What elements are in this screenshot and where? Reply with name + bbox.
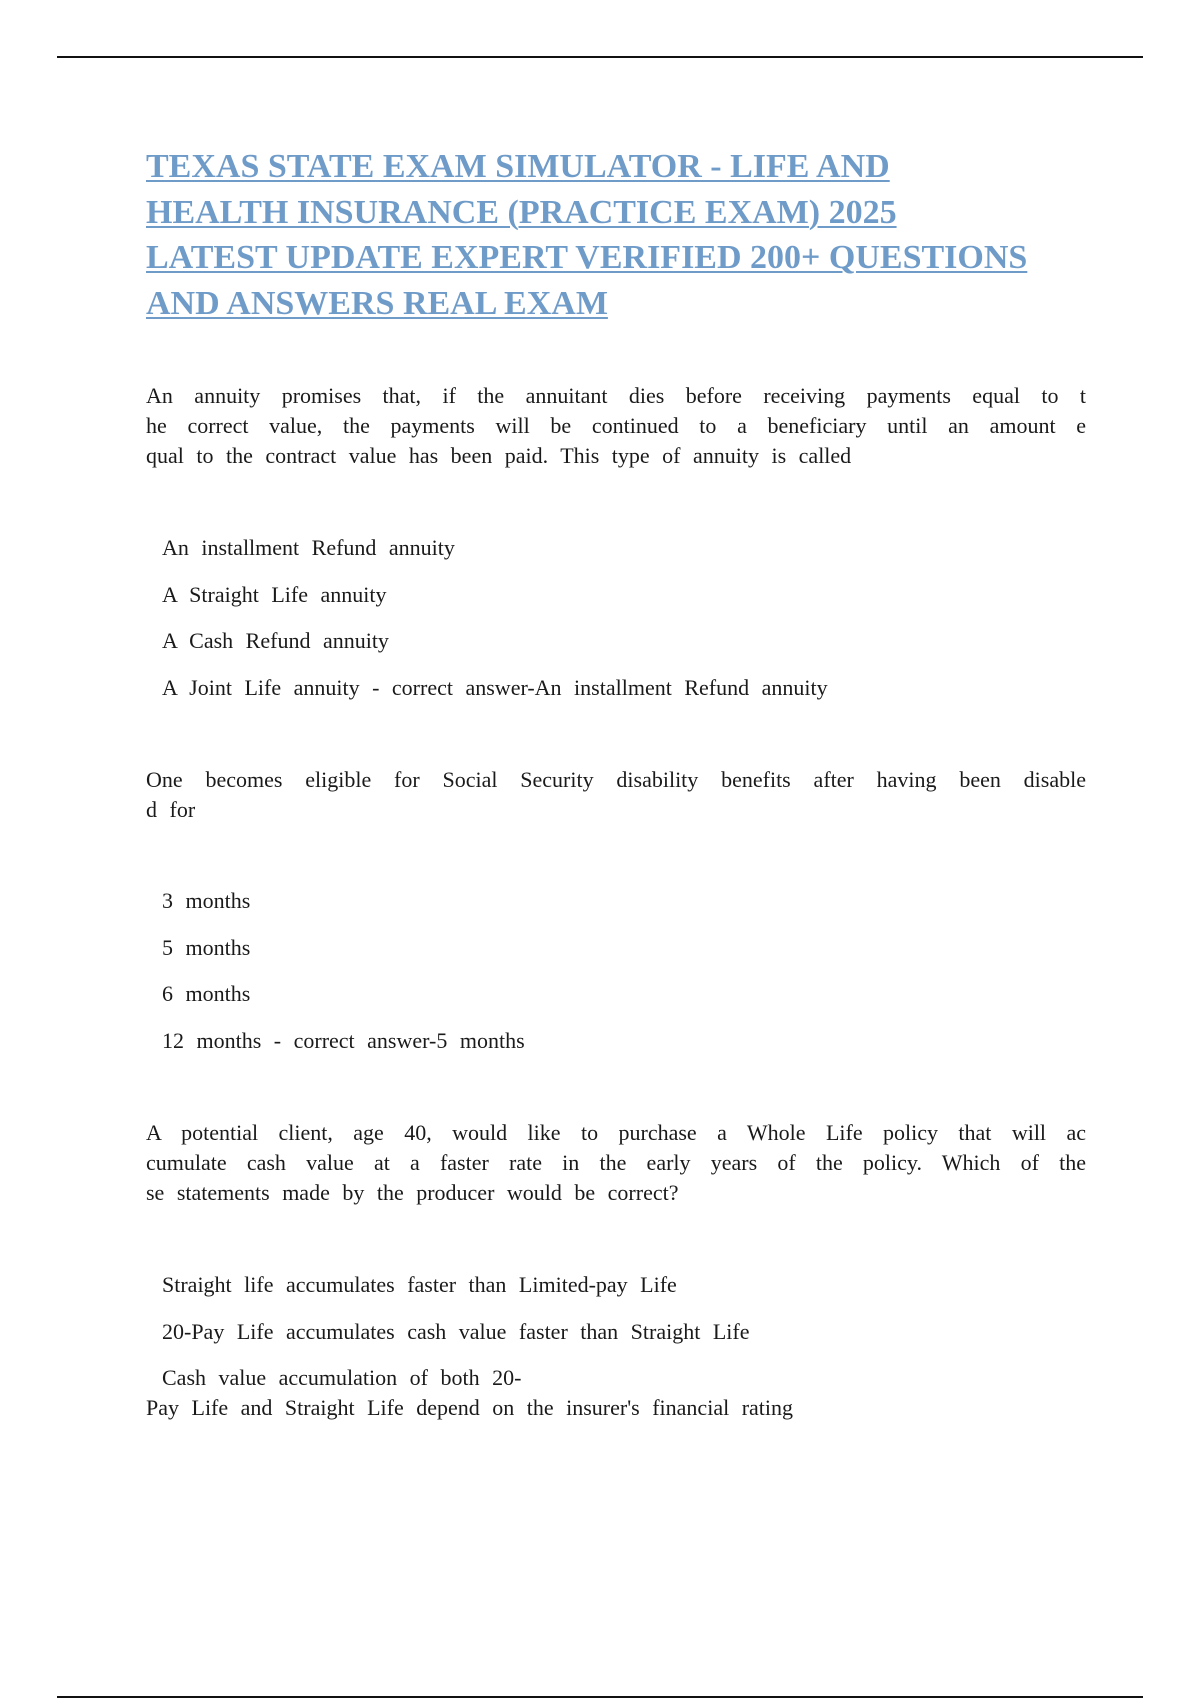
answer-option: 20-Pay Life accumulates cash value faster than Straight Life [162,1318,750,1344]
question-1-options [146,533,1086,719]
question-line: A potential client, age 40, would like to purchase a Whole Life policy that will ac [146,1120,1086,1145]
question-line: qual to the contract value has been paid. This type of annuity is called [146,443,852,468]
answer-option: 5 months [162,934,251,960]
answer-option-continuation: Pay Life and Straight Life depend on the insurer's financial rating [146,1395,794,1420]
footer-rule [57,1696,1143,1698]
answer-option-with-correct-answer: 12 months - correct answer-5 months [162,1027,525,1053]
question-line: One becomes eligible for Social Security disability benefits after having been disable [146,767,1086,792]
question-line: se statements made by the producer would be correct? [146,1180,679,1205]
title-line: AND ANSWERS REAL EXAM [146,284,608,322]
question-2-options [146,886,1086,1072]
answer-option: Straight life accumulates faster than Limited-pay Life [162,1272,677,1297]
question-line: he correct value, the payments will be continued to a beneficiary until an amount e [146,413,1086,438]
question-3-options [146,1270,1086,1440]
answer-option [146,1363,1086,1423]
answer-option-text: Cash value accumulation of both 20- [162,1365,522,1390]
question-line: d for [146,797,196,822]
question-3-text [146,1118,1086,1208]
answer-option: 6 months [162,981,251,1006]
answer-option: A Straight Life annuity [162,581,387,607]
title-line: LATEST UPDATE EXPERT VERIFIED 200+ QUESTIONS [146,239,1028,276]
question-line: cumulate cash value at a faster rate in the early years of the policy. Which of the [146,1150,1086,1175]
question-1-text [146,381,1086,471]
title-line: HEALTH INSURANCE (PRACTICE EXAM) 2025 [146,193,897,231]
answer-option: 3 months [162,888,251,913]
answer-option: An installment Refund annuity [162,535,455,560]
question-line: An annuity promises that, if the annuitant dies before receiving payments equal to t [146,383,1086,408]
answer-option-with-correct-answer: A Joint Life annuity - correct answer-An installment Refund annuity [162,674,828,700]
header-rule [57,56,1143,58]
answer-option: A Cash Refund annuity [162,628,389,653]
title-line: TEXAS STATE EXAM SIMULATOR - LIFE AND [146,148,890,185]
question-2-text [146,765,1086,825]
document-title [146,144,1086,326]
